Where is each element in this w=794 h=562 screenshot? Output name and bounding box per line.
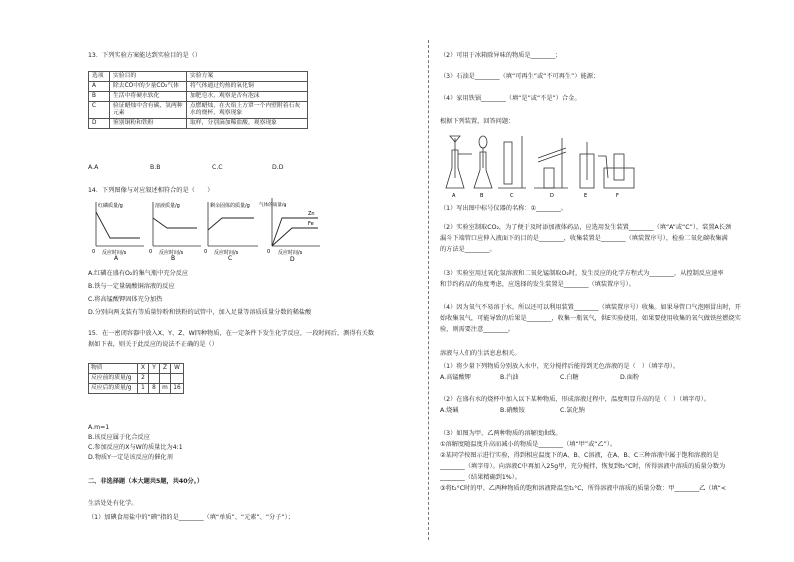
question-line: ③将t₂°C时的甲、乙两种物质的饱和溶液降温至t₁°C，所得溶液中溶质的质量分数：甲________乙（填“< bbox=[440, 485, 727, 492]
section-intro: 溶液与人们的生活息息相关。 bbox=[440, 350, 521, 357]
question-line: （1）加碘食用盐中的“碘”指的是________（填“单质”、“元素”、“分子”）； bbox=[88, 514, 294, 521]
table-cell: 点燃蜡烛，在火焰上方罩一个内壁附着石灰水的烧杯，观察现象 bbox=[187, 102, 308, 119]
table-cell bbox=[171, 374, 184, 384]
table-cell: 8 bbox=[149, 384, 160, 394]
table-header-cell: 选项 bbox=[89, 72, 110, 82]
q15-title-cont: 据如下表，则关于此反应的说法不正确的是（） bbox=[88, 341, 218, 348]
apparatus-letter: D bbox=[550, 193, 554, 198]
axis-label: 红磷质量/g bbox=[98, 203, 123, 209]
q14-graph-b bbox=[145, 198, 208, 260]
q13-option: A.A bbox=[88, 164, 99, 171]
option: C.白糖 bbox=[560, 374, 579, 381]
graph-letter: C bbox=[228, 255, 233, 260]
apparatus-letter: A bbox=[452, 193, 456, 198]
q15-option: C.参加反应的X与W的质量比为4:1 bbox=[88, 444, 183, 451]
table-cell: 反应前的质量/g bbox=[89, 374, 138, 384]
q13-title: 13．下列实验方案能达到实验目的是（） bbox=[88, 52, 202, 59]
apparatus-letter: B bbox=[480, 193, 484, 198]
question-line: （1）将少量下列物质分别放入水中，充分搅拌后能得到无色溶液的是（ ）（填字母）。 bbox=[440, 363, 680, 370]
q13-option: C.C bbox=[212, 164, 223, 171]
q15-table bbox=[88, 363, 184, 394]
q14-option: A.红磷在盛有O₂的集气瓶中充分反应 bbox=[88, 270, 189, 277]
graph-letter: B bbox=[171, 255, 176, 260]
table-cell: X bbox=[138, 364, 149, 374]
table-header-cell: 实验目的 bbox=[110, 72, 187, 82]
q14-graph-c bbox=[200, 198, 264, 260]
apparatus-letter: F bbox=[616, 193, 619, 198]
axis-label: 剩余固体的质量/g bbox=[210, 203, 250, 209]
graph-curve-fe bbox=[272, 228, 318, 246]
table-cell: 验证蜡烛中含有碳、氢两种元素 bbox=[110, 102, 187, 119]
table-cell: 生活中将硬水软化 bbox=[110, 92, 187, 102]
option: C.氯化钠 bbox=[560, 407, 585, 414]
table-cell: 鉴别铜粉和铁粉 bbox=[110, 119, 187, 129]
table-row bbox=[89, 82, 308, 92]
section-title: 二、非选择题（本大题共5题，共40分。） bbox=[88, 478, 204, 485]
question-line: ________（填字母）。向溶液C中再加入25g甲，充分搅拌，恢复到t₂°C时，所得溶液中溶质的质量分数为 bbox=[440, 463, 726, 470]
graph-curve bbox=[153, 218, 197, 228]
q15-option: D.物质Y一定是该反应的催化剂 bbox=[88, 454, 173, 461]
table-cell: 取样，分别滴加稀盐酸，观察现象 bbox=[187, 119, 308, 129]
question-line: 验，则需要注意________。 bbox=[440, 326, 515, 333]
table-cell: 反应后的质量/g bbox=[89, 384, 138, 394]
axis-label: 反应时间/s bbox=[159, 250, 184, 256]
legend-fe: Fe bbox=[308, 221, 314, 227]
question-line: （2）实验室制取CO₂，为了便于及时添加液体药品，应选用发生装置________（填“A”或“C”），装置A长颈 bbox=[440, 224, 732, 231]
question-line: （4）因为氧气不易溶于水，所以还可以利用装置________（填装置序号）收集。如果导管口气泡刚冒出时，开 bbox=[440, 304, 741, 311]
table-header-cell: 实验方案 bbox=[187, 72, 308, 82]
axis-label: 反应时间/s bbox=[102, 250, 127, 256]
q14-title: 14．下列图像与对应叙述相符合的是（ ） bbox=[88, 187, 214, 194]
lab-apparatus-figure bbox=[438, 128, 638, 198]
table-cell: C bbox=[89, 102, 110, 119]
table-cell bbox=[149, 374, 160, 384]
q13-option: B.B bbox=[150, 164, 161, 171]
q15-option: B.该反应属于化合反应 bbox=[88, 434, 150, 441]
q14-option: B.铁与一定量硫酸铜溶液的反应 bbox=[88, 283, 175, 290]
graph-letter: D bbox=[290, 256, 295, 262]
q14-option: D.分别向两支装有等质量锌粉和铁粉的试管中，加入足量等溶质质量分数的稀盐酸 bbox=[88, 309, 312, 316]
question-line: 的方法是________。 bbox=[440, 246, 496, 253]
table-cell bbox=[160, 374, 171, 384]
question-line: 和节约药品的角度考虑，应选择的发生装置是________（填装置序号）。 bbox=[440, 281, 635, 288]
axis-zero: 0 bbox=[149, 249, 153, 255]
legend-zn: Zn bbox=[308, 211, 315, 217]
table-cell: 1 bbox=[138, 384, 149, 394]
table-row bbox=[89, 72, 308, 82]
question-line: （4）家用铁锅________（填“是”或“不是”）合金。 bbox=[440, 95, 581, 102]
apparatus-letter: C bbox=[510, 193, 514, 198]
q14-graph-a bbox=[88, 198, 148, 260]
q13-option: D.D bbox=[272, 164, 284, 171]
option: B.硝酸铵 bbox=[500, 407, 525, 414]
q15-title: 15．在一密闭容器中放入X、Y、Z、W四种物质，在一定条件下发生化学反应，一段时间后，测得有关数 bbox=[88, 330, 375, 337]
option: A.烧碱 bbox=[440, 407, 459, 414]
table-cell: D bbox=[89, 119, 110, 129]
option: D.面粉 bbox=[620, 374, 640, 381]
axis-label: 反应时间/s bbox=[278, 250, 303, 256]
question-line: ________（结果精确到1%）。 bbox=[440, 474, 521, 481]
table-cell: Y bbox=[149, 364, 160, 374]
table-row bbox=[89, 92, 308, 102]
option: A.高锰酸钾 bbox=[440, 374, 471, 381]
table-cell: 2 bbox=[138, 374, 149, 384]
axis-label: 反应时间/s bbox=[214, 250, 239, 256]
table-cell: A bbox=[89, 82, 110, 92]
table-cell: 16 bbox=[171, 384, 184, 394]
question-line: （3）实验室用过氧化氢溶液和二氧化锰制取O₂时，发生反应的化学方程式为________，从控制反应速率 bbox=[440, 270, 724, 277]
table-row bbox=[89, 119, 308, 129]
question-line: 漏斗下端管口应伸入液面下的目的是________，收集装置是________（填装置序号），检验二氧化碳收集满 bbox=[440, 235, 728, 242]
graph-curve bbox=[96, 212, 140, 238]
q14-option: C.将高锰酸钾固体充分加热 bbox=[88, 296, 163, 303]
graph-curve bbox=[208, 218, 254, 230]
q14-graph-d bbox=[258, 194, 324, 262]
table-cell: m bbox=[160, 384, 171, 394]
question-line: （3）石油是________（填“可再生”或“不可再生”）能源； bbox=[440, 73, 600, 80]
table-cell: 除去CO中的少量CO₂气体 bbox=[110, 82, 187, 92]
table-cell: 物质 bbox=[89, 364, 138, 374]
section-intro: 生活处处有化学。 bbox=[88, 500, 138, 507]
lab-intro: 根据下列装置，回答问题： bbox=[440, 118, 515, 125]
table-cell: B bbox=[89, 92, 110, 102]
axis-zero: 0 bbox=[92, 249, 96, 255]
table-cell: 将气体通过灼热的氧化铜 bbox=[187, 82, 308, 92]
axis-label: 气体的质量/g bbox=[259, 203, 287, 208]
option: B.汽油 bbox=[500, 374, 519, 381]
question-line: （2）在盛有水的烧杯中加入以下某种物质，形成溶液过程中，温度明显升高的是（ ）（填字母）。 bbox=[440, 396, 710, 403]
axis-label: 溶液质量/g bbox=[155, 203, 180, 209]
question-line: （1）写出图中标号仪器的名称：①________。 bbox=[440, 205, 568, 212]
axis-zero: 0 bbox=[267, 249, 271, 255]
apparatus-letter: E bbox=[584, 193, 588, 198]
question-line: ①溶解度随温度升高而减小的物质是________（填“甲”或“乙”）。 bbox=[440, 441, 617, 448]
table-row bbox=[89, 364, 184, 374]
table-row bbox=[89, 374, 184, 384]
question-line: 始收集氧气，可能导致的后果是________，收集一瓶氧气，供E实验使用，如果要使用收集的氧气做铁丝燃烧实 bbox=[440, 315, 741, 322]
axis-zero: 0 bbox=[204, 249, 208, 255]
table-row bbox=[89, 384, 184, 394]
question-line: ②某同学按图示进行实验，得到相应温度下的A、B、C溶液，在A、B、C三种溶液中属于饱和溶液的是 bbox=[440, 452, 719, 459]
q15-option: A.m=1 bbox=[88, 424, 110, 431]
table-cell: Z bbox=[160, 364, 171, 374]
question-line: （3）如图为甲、乙两种物质的溶解度曲线。 bbox=[440, 430, 562, 437]
column-divider bbox=[428, 40, 429, 540]
question-line: （2）可用于冰箱除异味的物质是________； bbox=[440, 52, 562, 59]
table-cell: W bbox=[171, 364, 184, 374]
table-row bbox=[89, 102, 308, 119]
q13-table bbox=[88, 71, 308, 129]
graph-letter: A bbox=[114, 255, 119, 260]
table-cell: 加肥皂水，观察是否有泡沫 bbox=[187, 92, 308, 102]
